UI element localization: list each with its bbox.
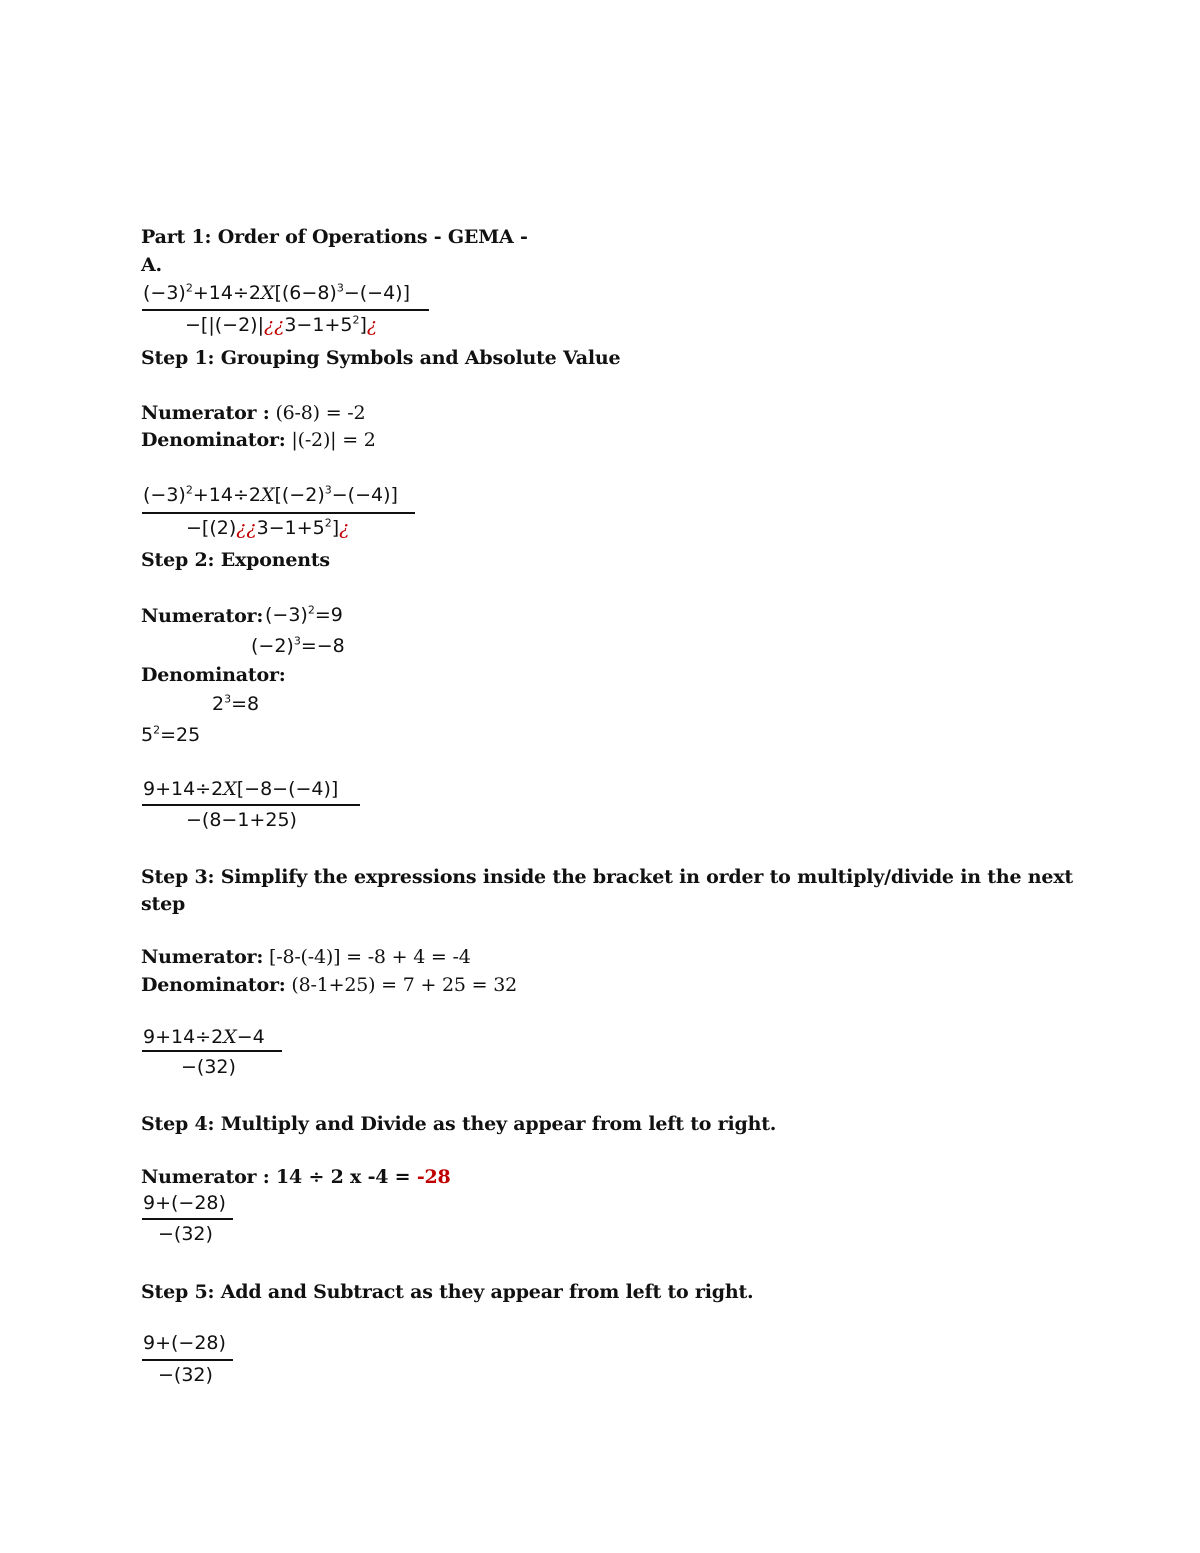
fraction-bar [142,1050,282,1052]
page-title: Part 1: Order of Operations - GEMA - [141,226,528,248]
step1-fraction-denominator: $-[(2)¿¿3-1+5^2]¿$ [186,516,350,539]
step3-heading-line1: Step 3: Simplify the expressions inside the bracket in order to multiply/divide in the next [141,866,1073,888]
step2-numerator-line1: $(-3)^2=9$ [265,603,343,626]
step2-fraction-numerator: 9+14÷2X[−8−(−4)] [143,778,339,800]
step1-fraction-numerator: $(-3)^2+14\div 2X[(-2)^3-(-4)]$ [143,483,398,506]
fraction-bar [142,1218,233,1220]
fraction-bar [142,1359,233,1361]
step4-fraction-numerator: 9+(−28) [143,1192,226,1214]
step3-fraction-numerator: 9+14÷2X−4 [143,1026,265,1048]
step3-denominator: Denominator: (8-1+25) = 7 + 25 = 32 [141,974,517,996]
step2-numerator-line2: $(-2)^3=-8$ [251,634,345,657]
step4-heading: Step 4: Multiply and Divide as they appear from left to right. [141,1113,777,1135]
step4-numerator: Numerator : 14 ÷ 2 x -4 = -28 [141,1166,451,1188]
fraction-bar [142,804,360,806]
step2-denominator-label: Denominator: [141,664,286,686]
step5-fraction-numerator: 9+(−28) [143,1332,226,1354]
step5-fraction-denominator: −(32) [158,1364,213,1386]
step2-denominator-line2: $5^2=25$ [141,723,201,746]
step2-denominator-line1: $2^3=8$ [212,692,260,715]
step4-result: -28 [416,1166,451,1188]
step2-numerator-label: Numerator: [141,605,264,627]
step2-fraction-denominator: −(8−1+25) [186,809,297,831]
step3-fraction-denominator: −(32) [181,1056,236,1078]
step1-denominator: Denominator: |(-2)| = 2 [141,429,376,451]
fraction-bar [142,309,429,311]
step1-numerator: Numerator : (6-8) = -2 [141,402,366,424]
problem-denominator: $-[|(-2)|¿¿3-1+5^2]¿$ [185,313,378,336]
step5-heading: Step 5: Add and Subtract as they appear from left to right. [141,1281,754,1303]
step4-fraction-denominator: −(32) [158,1223,213,1245]
fraction-bar [142,512,415,514]
problem-numerator: $(-3)^2+14\div 2X[(6-8)^3-(-4)]$ [143,281,410,304]
problem-label: A. [141,254,162,276]
step1-heading: Step 1: Grouping Symbols and Absolute Value [141,347,621,369]
step2-heading: Step 2: Exponents [141,549,330,571]
step3-numerator: Numerator: [-8-(-4)] = -8 + 4 = -4 [141,946,471,968]
step3-heading-line2: step [141,893,186,915]
